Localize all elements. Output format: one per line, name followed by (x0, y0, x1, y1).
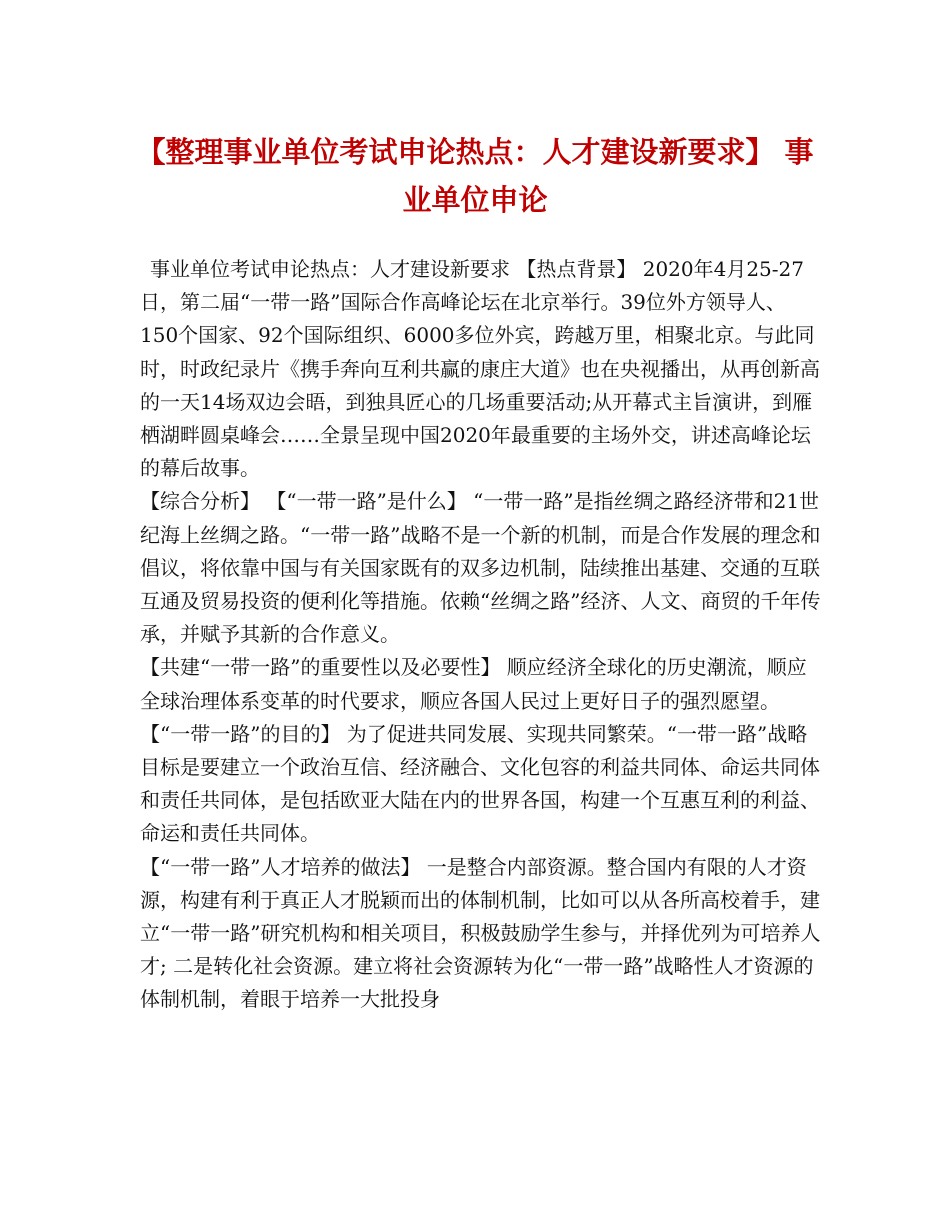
paragraph-talent-training: 【“一带一路”人才培养的做法】 一是整合内部资源。整合国内有限的人才资源，构建有利于真正人才脱颖而出的体制机制，比如可以从各所高校着手，建立“一带一路”研究机构和相关项目，积极鼓励学生参与，并择优列为可培养人才; 二是转化社会资源。建立将社会资源转为化“一带一路”战略性人才资源的体制机制，着眼于培养一大批投身 (140, 854, 821, 1012)
document-body (140, 253, 824, 1017)
paragraph-analysis: 【综合分析】 【“一带一路”是什么】 “一带一路”是指丝绸之路经济带和21世纪海上丝绸之路。“一带一路”战略不是一个新的机制，而是合作发展的理念和倡议，将依靠中国与有关国家既有的双多边机制，陆续推出基建、交通的互联互通及贸易投资的便利化等措施。依赖“丝绸之路”经济、人文、商贸的千年传承，并赋予其新的合作意义。 (140, 489, 821, 647)
document-title: 【整理事业单位考试申论热点：人才建设新要求】 事业单位申论 (136, 135, 814, 217)
paragraph-importance: 【共建“一带一路”的重要性以及必要性】 顺应经济全球化的历史潮流，顺应全球治理体系变革的时代要求，顺应各国人民过上更好日子的强烈愿望。 (140, 655, 807, 713)
paragraph-background: 事业单位考试申论热点：人才建设新要求 【热点背景】 2020年4月25-27日，第二届“一带一路”国际合作高峰论坛在北京举行。39位外方领导人、150个国家、92个国际组织、6000多位外宾，跨越万里，相聚北京。与此同时，时政纪录片《携手奔向互利共赢的康庄大道》也在央视播出，从再创新高的一天14场双边会晤，到独具匠心的几场重要活动;从开幕式主旨演讲，到雁栖湖畔圆桌峰会……全景呈现中国2020年最重要的主场外交，讲述高峰论坛的幕后故事。 (140, 257, 820, 481)
paragraph-purpose: 【“一带一路”的目的】 为了促进共同发展、实现共同繁荣。“一带一路”战略目标是要建立一个政治互信、经济融合、文化包容的利益共同体、命运共同体和责任共同体，是包括欧亚大陆在内的世界各国，构建一个互惠互利的利益、命运和责任共同体。 (140, 721, 820, 846)
